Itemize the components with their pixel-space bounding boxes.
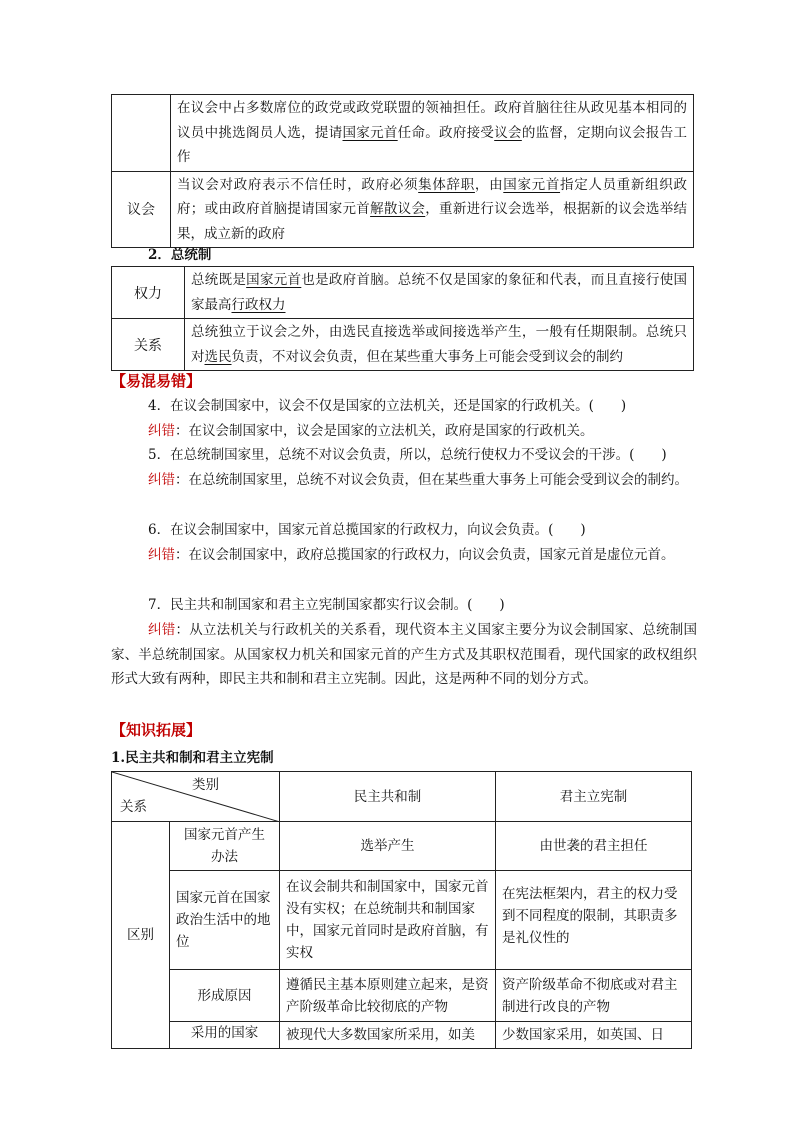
- table-cell: 由世袭的君主担任: [496, 822, 692, 871]
- section-heading: 2．总统制: [148, 247, 212, 263]
- cell-text: ，重新进行议会选举，根据新的议会选举结果，成立新的政府: [177, 201, 688, 242]
- column-header: 民主共和制: [280, 772, 496, 822]
- question-item: [111, 518, 697, 543]
- table-row: [112, 267, 694, 319]
- question-text: 4．在议会制国家中，议会不仅是国家的立法机关，还是国家的行政机关。( ): [148, 398, 627, 414]
- comparison-table: [111, 771, 692, 1049]
- underlined-term: 议会: [494, 124, 522, 141]
- underlined-term: 行政权力: [231, 296, 286, 313]
- table-row: [112, 822, 692, 871]
- table-cell: 被现代大多数国家所采用，如美: [280, 1022, 496, 1049]
- question-item: [111, 593, 697, 618]
- parliamentary-table: [111, 94, 694, 248]
- underlined-term: 选民: [204, 348, 232, 365]
- cell-text: 任命。政府接受: [397, 124, 495, 141]
- correction-item: [111, 543, 697, 568]
- table-cell-empty: [112, 95, 171, 172]
- cell-text: 的监督，定期向议会报告工作: [177, 124, 688, 165]
- aspect-cell: 国家元首产生办法: [170, 822, 280, 871]
- cell-text: 指定人员重新组织政府；或由政府首脑提请国家元首: [177, 176, 688, 217]
- cell-text: 当议会对政府表示不信任时，政府必须: [177, 176, 419, 193]
- underlined-term: 国家元首: [503, 176, 561, 193]
- correction-text: ：在议会制国家中，议会是国家的立法机关，政府是国家的行政机关。: [175, 423, 594, 439]
- table-cell: 资产阶级革命不彻底或对君主制进行改良的产物: [496, 970, 692, 1022]
- row-label: 议会: [112, 171, 171, 248]
- cell-text: 负责，不对议会负责，但在某些重大事务上可能会受到议会的制约: [231, 348, 623, 365]
- correction-text: ：在议会制国家中，政府总揽国家的行政权力，向议会负责，国家元首是虚位元首。: [175, 547, 675, 563]
- correction-label: 纠错: [148, 622, 176, 638]
- row-label: 关系: [112, 319, 185, 371]
- question-item: [111, 394, 697, 419]
- underlined-term: 国家元首: [342, 124, 398, 141]
- table-row: [112, 171, 694, 248]
- table-cell: [171, 171, 694, 248]
- correction-item: [111, 618, 697, 692]
- underlined-term: 解散议会: [370, 201, 426, 217]
- corner-bottom-label: 关系: [120, 799, 147, 815]
- table-cell: [185, 267, 694, 319]
- row-label: 权力: [112, 267, 185, 319]
- cell-text: ，由: [474, 176, 504, 193]
- table-cell: [171, 95, 694, 172]
- table-header-row: [112, 772, 692, 822]
- correction-label: 纠错: [148, 547, 175, 563]
- presidential-table: [111, 266, 694, 371]
- table-row: [112, 95, 694, 172]
- corner-top-label: 类别: [192, 777, 219, 793]
- question-text: 6．在议会制国家中，国家元首总揽国家的行政权力，向议会负责。( ): [148, 522, 586, 538]
- cell-text: 总统既是: [191, 272, 247, 288]
- column-header: 君主立宪制: [496, 772, 692, 822]
- correction-item: [111, 419, 697, 444]
- question-text: 5．在总统制国家里，总统不对议会负责，所以，总统行使权力不受议会的干涉。( ): [148, 447, 667, 463]
- group-label: 区别: [112, 822, 170, 1049]
- table-cell: 少数国家采用，如英国、日: [496, 1022, 692, 1049]
- aspect-cell: 形成原因: [170, 970, 280, 1022]
- table-row: [112, 319, 694, 371]
- corner-cell: [112, 772, 280, 822]
- cell-text: 总统独立于议会之外，由选民直接选举或间接选举产生，一般有任期限制。总统只对: [191, 324, 687, 365]
- underlined-term: 国家元首: [246, 272, 302, 288]
- expand-subheading: 1.民主共和制和君主立宪制: [111, 750, 274, 766]
- correction-item: [111, 468, 697, 493]
- aspect-cell: 国家元首在国家政治生活中的地位: [170, 871, 280, 970]
- table-cell: 在宪法框架内，君主的权力受到不同程度的限制，其职责多是礼仪性的: [496, 871, 692, 970]
- question-item: [111, 443, 697, 468]
- table-cell: 选举产生: [280, 822, 496, 871]
- table-cell: 在议会制共和制国家中，国家元首没有实权；在总统制共和制国家中，国家元首同时是政府首脑，有实权: [280, 871, 496, 970]
- table-row: [112, 1022, 692, 1049]
- cell-text: 也是政府首脑。总统不仅是国家的象征和代表，而且直接行使国家最高: [191, 272, 688, 313]
- correction-label: 纠错: [148, 472, 175, 488]
- aspect-cell: 采用的国家: [170, 1022, 280, 1049]
- cell-text: 在议会中占多数席位的政党或政党联盟的领袖担任。政府首脑往往从政见基本相同的议员中挑选阁员人选，提请: [177, 100, 687, 141]
- correction-text: ：从立法机关与行政机关的关系看，现代资本主义国家主要分为议会制国家、总统制国家、半总统制国家。从国家权力机关和国家元首的产生方式及其职权范围看，现代国家的政权组织形式大致有两种，即民主共和制和君主立宪制。因此，这是两种不同的划分方式。: [111, 622, 698, 687]
- expand-heading: 【知识拓展】: [111, 721, 202, 739]
- table-row: [112, 871, 692, 970]
- table-row: [112, 970, 692, 1022]
- correction-text: ：在总统制国家里，总统不对议会负责，但在某些重大事务上可能会受到议会的制约。: [175, 472, 688, 488]
- correction-label: 纠错: [148, 423, 175, 439]
- question-text: 7．民主共和制国家和君主立宪制国家都实行议会制。( ): [148, 597, 505, 613]
- underlined-term: 集体辞职: [418, 176, 475, 193]
- confusion-heading: 【易混易错】: [111, 372, 202, 390]
- table-cell: [185, 319, 694, 371]
- table-cell: 遵循民主基本原则建立起来，是资产阶级革命比较彻底的产物: [280, 970, 496, 1022]
